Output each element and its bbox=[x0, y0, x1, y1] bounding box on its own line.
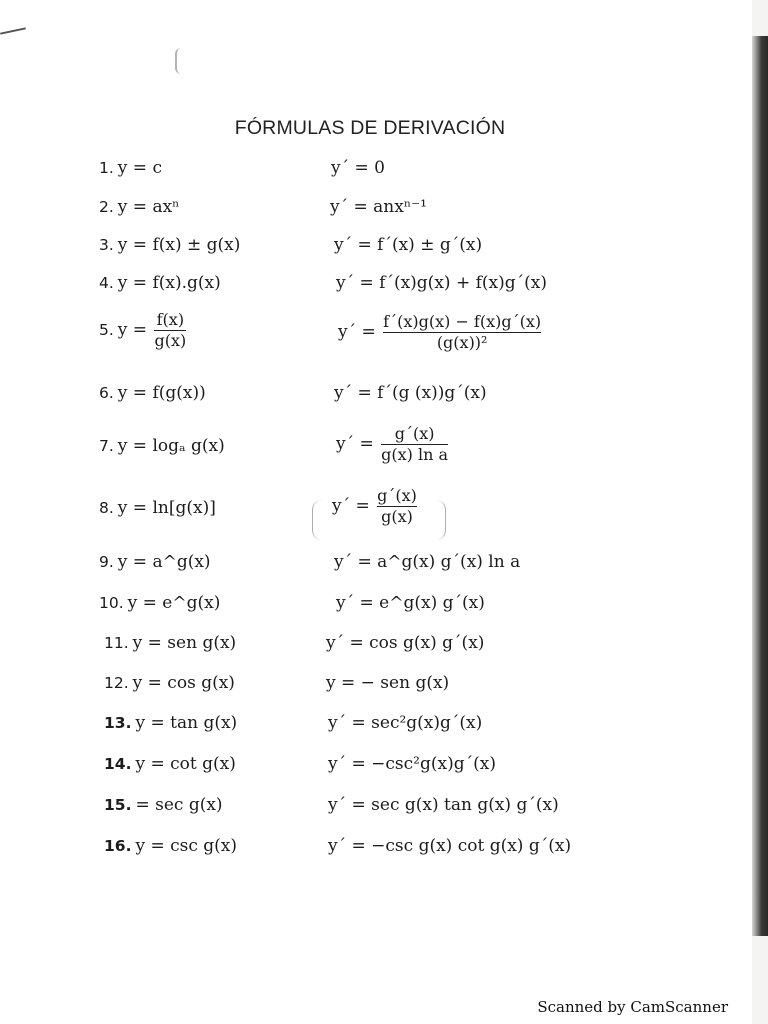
formula-rhs bbox=[336, 424, 450, 465]
formula-lhs-text: y = e^g(x) bbox=[127, 593, 221, 613]
formula-number: 6. bbox=[99, 384, 114, 402]
formula-number: 1. bbox=[99, 159, 114, 177]
fraction-numerator: f(x) bbox=[156, 310, 185, 329]
formula-lhs-text: y = c bbox=[117, 158, 162, 178]
formula-lhs bbox=[104, 752, 236, 776]
formula-lhs bbox=[99, 233, 240, 257]
formula-rhs: y´ = f´(x)g(x) + f(x)g´(x) bbox=[336, 273, 547, 293]
formula-row-4 bbox=[0, 271, 752, 311]
formula-number: 11. bbox=[104, 634, 129, 652]
formula-lhs-text: y = csc g(x) bbox=[135, 836, 238, 856]
formula-rhs: y = − sen g(x) bbox=[326, 673, 450, 693]
formula-lhs-text: y = cot g(x) bbox=[135, 754, 236, 774]
formula-rhs: y´ = 0 bbox=[331, 158, 385, 178]
formula-lhs-text: y = f(x) ± g(x) bbox=[117, 235, 241, 255]
fraction-denominator: (g(x))² bbox=[436, 333, 488, 352]
fraction bbox=[383, 312, 541, 353]
formula-rhs: y´ = anxⁿ⁻¹ bbox=[330, 197, 427, 217]
formula-lhs bbox=[99, 550, 211, 574]
formula-lhs bbox=[104, 834, 237, 858]
pencil-bracket-mark bbox=[312, 500, 446, 540]
formula-number: 15. bbox=[104, 796, 132, 814]
formula-rhs-prefix: y´ = bbox=[332, 496, 370, 516]
fraction-denominator: g(x) ln a bbox=[381, 445, 449, 464]
formula-lhs-text: y = ln[g(x)] bbox=[117, 498, 216, 518]
scanner-edge-shadow bbox=[752, 36, 768, 936]
formula-number: 3. bbox=[99, 236, 114, 254]
pencil-smudge bbox=[175, 48, 187, 74]
formula-lhs-text: y = tan g(x) bbox=[135, 713, 238, 733]
formula-number: 10. bbox=[99, 594, 124, 612]
formula-lhs-text: y = a^g(x) bbox=[117, 552, 211, 572]
formula-row-6 bbox=[0, 381, 752, 421]
fraction-denominator: g(x) bbox=[381, 507, 413, 526]
formula-row-1 bbox=[0, 156, 752, 196]
formula-rhs: y´ = −csc g(x) cot g(x) g´(x) bbox=[328, 836, 572, 856]
formula-lhs bbox=[99, 156, 162, 180]
formula-number: 13. bbox=[104, 714, 132, 732]
formula-lhs-text: y = logₐ g(x) bbox=[117, 436, 225, 456]
formula-row-12 bbox=[0, 671, 752, 711]
fraction-numerator: g´(x) bbox=[394, 424, 435, 443]
formula-rhs-prefix: y´ = bbox=[338, 322, 376, 342]
formula-rhs: y´ = cos g(x) g´(x) bbox=[326, 633, 485, 653]
formula-row-15 bbox=[0, 793, 752, 833]
formula-lhs bbox=[104, 671, 235, 695]
formula-rhs: y´ = sec²g(x)g´(x) bbox=[328, 713, 483, 733]
formula-number: 12. bbox=[104, 674, 129, 692]
formula-lhs bbox=[99, 381, 206, 405]
formula-rhs bbox=[338, 312, 543, 353]
formula-number: 9. bbox=[99, 553, 114, 571]
formula-row-5 bbox=[0, 306, 752, 368]
formula-lhs bbox=[99, 310, 188, 351]
formula-number: 14. bbox=[104, 755, 132, 773]
formula-lhs-text: y = f(g(x)) bbox=[117, 383, 206, 403]
formula-rhs: y´ = f´(x) ± g´(x) bbox=[334, 235, 483, 255]
fraction bbox=[381, 424, 448, 465]
formula-lhs-text: y = f(x).g(x) bbox=[117, 273, 221, 293]
formula-row-14 bbox=[0, 752, 752, 792]
formula-lhs bbox=[104, 793, 223, 817]
formula-row-13 bbox=[0, 711, 752, 751]
formula-row-3 bbox=[0, 233, 752, 273]
formula-number: 7. bbox=[99, 437, 114, 455]
formula-lhs-text: y = cos g(x) bbox=[132, 673, 235, 693]
formula-lhs-text: = sec g(x) bbox=[135, 795, 223, 815]
formula-row-16 bbox=[0, 834, 752, 874]
formula-rhs: y´ = sec g(x) tan g(x) g´(x) bbox=[328, 795, 559, 815]
formula-rhs-prefix: y´ = bbox=[336, 434, 374, 454]
formula-row-11 bbox=[0, 631, 752, 671]
formula-lhs bbox=[104, 711, 237, 735]
formula-lhs-text: y = axⁿ bbox=[117, 197, 180, 217]
formula-lhs bbox=[99, 195, 180, 219]
formula-row-2 bbox=[0, 195, 752, 235]
formula-lhs bbox=[99, 591, 220, 615]
fraction-numerator: f´(x)g(x) − f(x)g´(x) bbox=[383, 312, 542, 331]
formula-lhs bbox=[99, 271, 221, 295]
formula-lhs bbox=[104, 631, 236, 655]
formula-row-10 bbox=[0, 591, 752, 631]
fraction-denominator: g(x) bbox=[154, 331, 187, 350]
formula-lhs-prefix: y = bbox=[117, 320, 148, 340]
formula-rhs: y´ = a^g(x) g´(x) ln a bbox=[334, 552, 521, 572]
formula-row-9 bbox=[0, 550, 752, 590]
fraction-numerator: g´(x) bbox=[377, 486, 417, 505]
formula-number: 4. bbox=[99, 274, 114, 292]
scanner-watermark: Scanned by CamScanner bbox=[537, 998, 728, 1016]
formula-lhs-text: y = sen g(x) bbox=[132, 633, 237, 653]
formula-rhs: y´ = f´(g (x))g´(x) bbox=[334, 383, 487, 403]
formula-lhs bbox=[99, 434, 225, 458]
formula-number: 8. bbox=[99, 499, 114, 517]
formula-number: 2. bbox=[99, 198, 114, 216]
formula-rhs: y´ = e^g(x) g´(x) bbox=[336, 593, 485, 613]
formula-number: 5. bbox=[99, 321, 114, 339]
formula-rhs: y´ = −csc²g(x)g´(x) bbox=[328, 754, 496, 774]
formula-lhs bbox=[99, 496, 216, 520]
page-title: FÓRMULAS DE DERIVACIÓN bbox=[234, 117, 506, 139]
formula-number: 16. bbox=[104, 837, 132, 855]
formula-row-7 bbox=[0, 422, 752, 472]
fraction bbox=[154, 310, 186, 351]
